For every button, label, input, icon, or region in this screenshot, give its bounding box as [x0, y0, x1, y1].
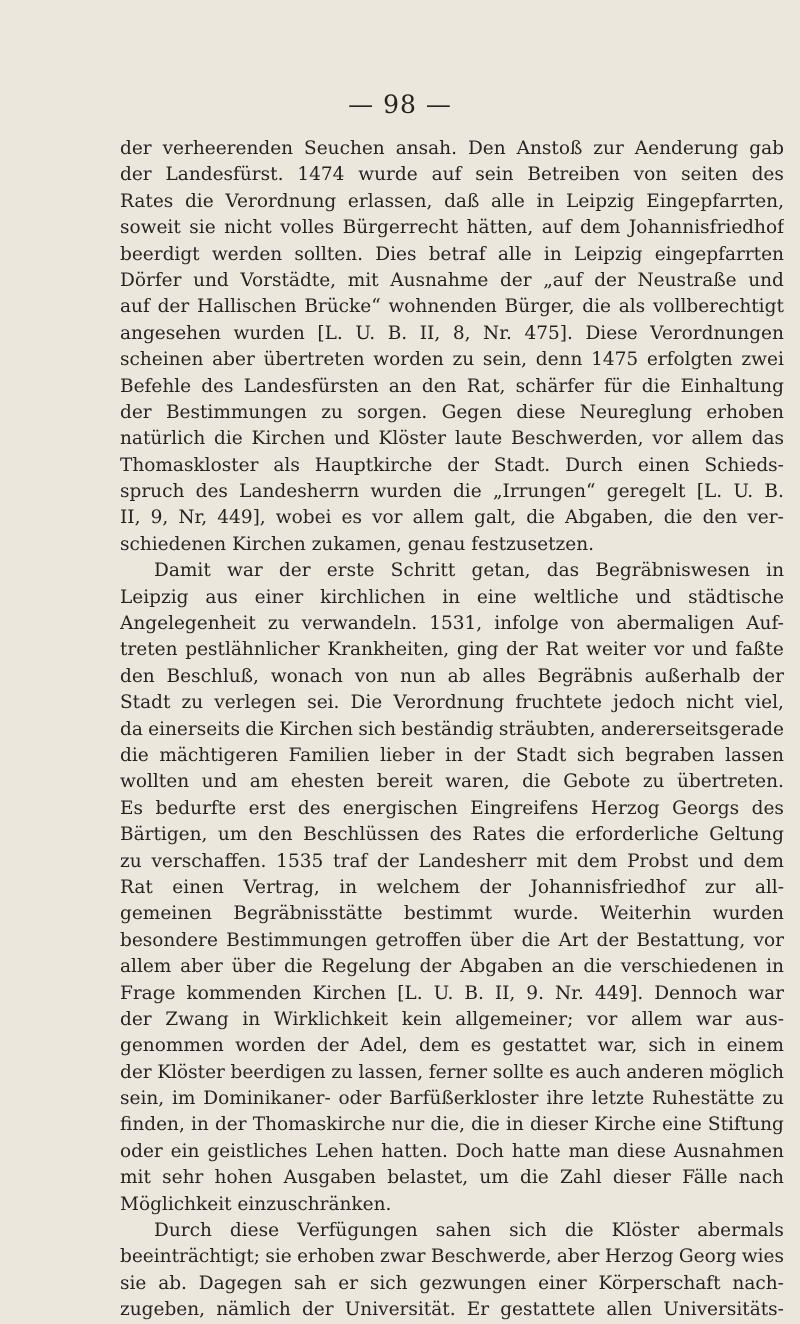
text-line: Bärtigen, um den Beschlüssen des Rates die erforderliche Geltung — [120, 824, 784, 846]
text-line: Rat einen Vertrag, in welchem der Johannisfriedhof zur all- — [120, 876, 784, 898]
text-line: da einerseits die Kirchen sich beständig sträubten, andererseitsgerade — [120, 718, 784, 740]
text-line: allem aber über die Regelung der Abgaben an die verschiedenen in — [120, 956, 784, 978]
text-line: soweit sie nicht volles Bürgerrecht hätten, auf dem Johannisfriedhof — [120, 217, 784, 239]
body-text — [120, 136, 784, 1324]
text-line: der Landesfürst. 1474 wurde auf sein Betreiben von seiten des — [120, 164, 784, 186]
text-line: der verheerenden Seuchen ansah. Den Anstoß zur Aenderung gab — [120, 138, 784, 159]
text-line: zugeben, nämlich der Universität. Er gestattete allen Universitäts- — [120, 1299, 784, 1321]
text-line: angesehen wurden [L. U. B. II, 8, Nr. 475]. Diese Verordnungen — [120, 322, 784, 344]
text-line: der Klöster beerdigen zu lassen, ferner sollte es auch anderen möglich — [120, 1061, 784, 1083]
text-line: Thomaskloster als Hauptkirche der Stadt. Durch einen Schieds- — [120, 454, 784, 476]
text-line: genommen worden der Adel, dem es gestattet war, sich in einem — [120, 1035, 784, 1057]
text-line: sie ab. Dagegen sah er sich gezwungen einer Körperschaft nach- — [120, 1272, 784, 1294]
text-line: Angelegenheit zu verwandeln. 1531, infolge von abermaligen Auf- — [120, 613, 784, 635]
text-line: Damit war der erste Schritt getan, das Begräbniswesen in — [154, 560, 784, 582]
text-line: den Beschluß, wonach von nun ab alles Begräbnis außerhalb der — [120, 665, 784, 687]
text-line: Befehle des Landesfürsten an den Rat, schärfer für die Einhaltung — [120, 375, 784, 397]
text-line: beerdigt werden sollten. Dies betraf alle in Leipzig eingepfarrten — [120, 243, 784, 265]
text-line: treten pestlähnlicher Krankheiten, ging der Rat weiter vor und faßte — [120, 639, 784, 661]
text-line: Leipzig aus einer kirchlichen in eine weltliche und städtische — [120, 586, 784, 608]
text-line: besondere Bestimmungen getroffen über die Art der Bestattung, vor — [120, 929, 784, 951]
text-line: oder ein geistliches Lehen hatten. Doch hatte man diese Ausnahmen — [120, 1140, 784, 1162]
text-line: auf der Hallischen Brücke“ wohnenden Bürger, die als vollberechtigt — [120, 296, 784, 318]
text-line: gemeinen Begräbnisstätte bestimmt wurde. Weiterhin wurden — [120, 903, 784, 925]
text-line: Rates die Verordnung erlassen, daß alle in Leipzig Eingepfarrten, — [120, 190, 784, 212]
text-line: schiedenen Kirchen zukamen, genau festzusetzen. — [120, 533, 595, 555]
text-line: Dörfer und Vorstädte, mit Ausnahme der „auf der Neustraße und — [120, 269, 784, 291]
text-line: der Bestimmungen zu sorgen. Gegen diese Neureglung erhoben — [120, 401, 784, 423]
text-line: sein, im Dominikaner- oder Barfüßerkloster ihre letzte Ruhestätte zu — [120, 1088, 784, 1110]
text-line: mit sehr hohen Ausgaben belastet, um die Zahl dieser Fälle nach — [120, 1167, 784, 1189]
text-line: spruch des Landesherrn wurden die „Irrungen“ geregelt [L. U. B. — [120, 481, 784, 503]
text-line: die mächtigeren Familien lieber in der Stadt sich begraben lassen — [120, 744, 784, 766]
text-line: natürlich die Kirchen und Klöster laute Beschwerden, vor allem das — [120, 428, 784, 450]
text-line: scheinen aber übertreten worden zu sein, denn 1475 erfolgten zwei — [120, 349, 784, 371]
text-line: Durch diese Verfügungen sahen sich die Klöster abermals — [154, 1220, 784, 1242]
text-line: Möglichkeit einzuschränken. — [120, 1193, 392, 1215]
text-line: der Zwang in Wirklichkeit kein allgemeiner; vor allem war aus- — [120, 1008, 784, 1030]
page-number: — 98 — — [348, 90, 452, 119]
text-line: II, 9, Nr, 449], wobei es vor allem galt, die Abgaben, die den ver- — [120, 507, 784, 529]
text-line: wollten und am ehesten bereit waren, die Gebote zu übertreten. — [120, 771, 784, 793]
text-line: Es bedurfte erst des energischen Eingreifens Herzog Georgs des — [120, 797, 784, 819]
text-line: Frage kommenden Kirchen [L. U. B. II, 9. Nr. 449]. Dennoch war — [120, 982, 784, 1004]
text-line: Stadt zu verlegen sei. Die Verordnung fruchtete jedoch nicht viel, — [120, 692, 784, 714]
text-line: beeinträchtigt; sie erhoben zwar Beschwerde, aber Herzog Georg wies — [120, 1246, 784, 1268]
text-line: finden, in der Thomaskirche nur die, die in dieser Kirche eine Stiftung — [120, 1114, 784, 1136]
text-line: zu verschaffen. 1535 traf der Landesherr mit dem Probst und dem — [120, 850, 784, 872]
